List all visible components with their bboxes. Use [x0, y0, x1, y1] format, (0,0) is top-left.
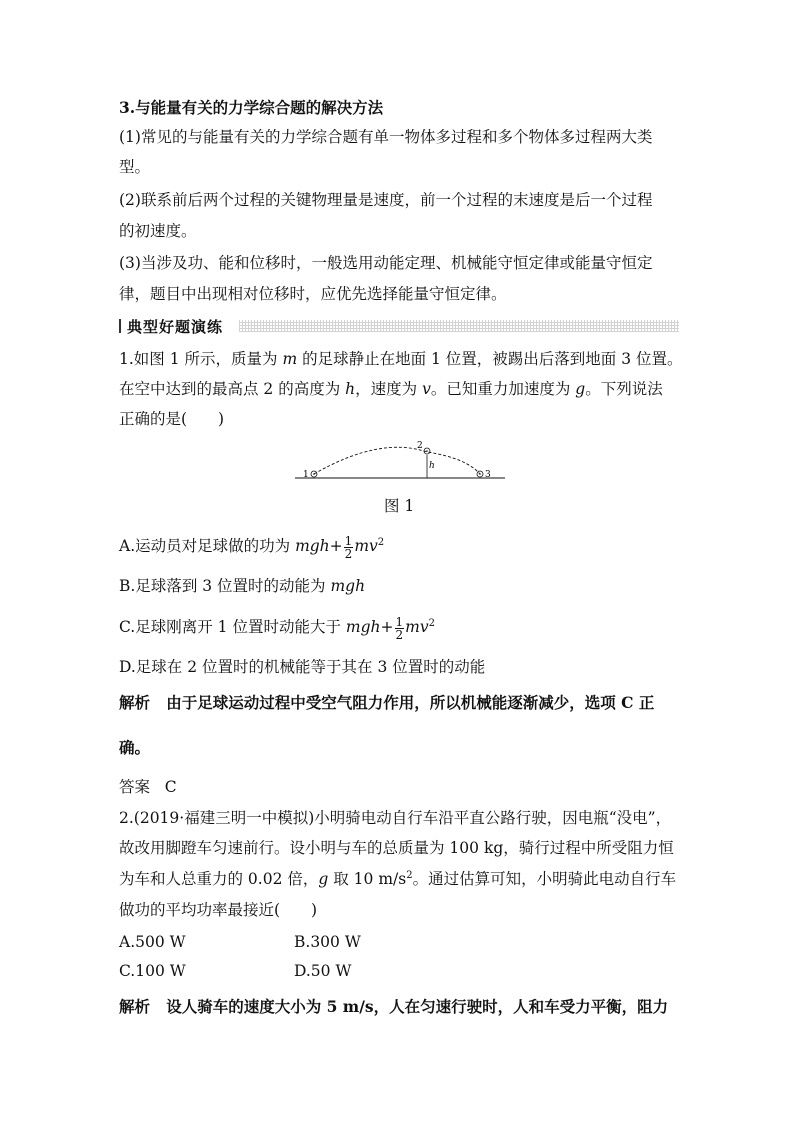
q2-line-1: 2.(2019·福建三明一中模拟)小明骑电动自行车沿平直公路行驶，因电瓶“没电”， [119, 809, 672, 827]
answer-label: 答案 [119, 778, 151, 796]
q1-option-a[interactable]: A.运动员对足球做的功为 mgh+ $\frac{1}{2}$ $mv^2$ [119, 533, 385, 561]
q2-line-4: 做功的平均功率最接近( ) [119, 901, 318, 919]
section-title: 3.与能量有关的力学综合题的解决方法 [119, 98, 384, 117]
q1-analysis-line-1: 解析 由于足球运动过程中受空气阻力作用，所以机械能逐渐减少，选项 C 正 [119, 693, 655, 712]
practice-heading-bar [119, 318, 679, 334]
fraction-one-half: $\frac{1}{2}$ [344, 533, 353, 561]
q1-option-c[interactable]: C.足球刚离开 1 位置时动能大于 mgh+ $\frac{1}{2}$ $mv^2$ [119, 614, 435, 642]
q2-line-2: 故改用脚蹬车匀速前行。设小明与车的总质量为 100 kg，骑行过程中所受阻力恒 [119, 839, 674, 857]
q2-option-b[interactable]: B.300 W [294, 933, 361, 951]
q1-line-3: 正确的是( ) [119, 410, 225, 428]
analysis-label: 解析 [119, 997, 151, 1016]
heading-stripe [239, 320, 679, 332]
figure-label-2: 2 [417, 441, 423, 451]
paragraph-3-line-2: 律，题目中出现相对位移时，应优先选择能量守恒定律。 [119, 285, 507, 303]
figure-caption: 图 1 [384, 497, 415, 515]
heading-marker [119, 319, 121, 333]
q2-option-c[interactable]: C.100 W [119, 962, 186, 980]
q2-line-3: 为车和人总重力的 0.02 倍，g 取 10 $m/s^2$。通过估算可知，小明骑此电动自行车 [119, 869, 677, 888]
q1-line-2: 在空中达到的最高点 2 的高度为 h，速度为 v。已知重力加速度为 g。下列说法 [119, 380, 663, 398]
paragraph-2-line-2: 的初速度。 [119, 222, 197, 240]
figure-label-1: 1 [303, 470, 309, 480]
practice-heading: 典型好题演练 [127, 318, 224, 336]
q1-option-b[interactable]: B.足球落到 3 位置时的动能为 mgh [119, 577, 366, 595]
paragraph-3-line-1: (3)当涉及功、能和位移时，一般选用动能定理、机械能守恒定律或能量守恒定 [119, 254, 653, 272]
analysis-label: 解析 [119, 693, 151, 712]
q1-line-1: 1.如图 1 所示，质量为 m 的足球静止在地面 1 位置，被踢出后落到地面 3 位置。 [119, 350, 683, 368]
figure-label-h: h [429, 461, 435, 471]
q1-option-d[interactable]: D.足球在 2 位置时的机械能等于其在 3 位置时的动能 [119, 658, 486, 676]
q1-analysis-line-2: 确。 [119, 738, 151, 757]
q1-answer: 答案 C [119, 778, 177, 796]
paragraph-2-line-1: (2)联系前后两个过程的关键物理量是速度，前一个过程的末速度是后一个过程 [119, 191, 653, 209]
paragraph-1-line-2: 型。 [119, 158, 151, 176]
trajectory-figure [290, 438, 510, 486]
paragraph-1-line-1: (1)常见的与能量有关的力学综合题有单一物体多过程和多个物体多过程两大类 [119, 128, 653, 146]
ball-trajectory [314, 447, 480, 474]
q2-analysis-line-1: 解析 设人骑车的速度大小为 5 m/s，人在匀速行驶时，人和车受力平衡，阻力 [119, 997, 669, 1016]
figure-label-3: 3 [485, 470, 491, 480]
q2-option-a[interactable]: A.500 W [119, 933, 186, 951]
q2-option-d[interactable]: D.50 W [294, 962, 352, 980]
fraction-one-half: $\frac{1}{2}$ [395, 614, 404, 642]
